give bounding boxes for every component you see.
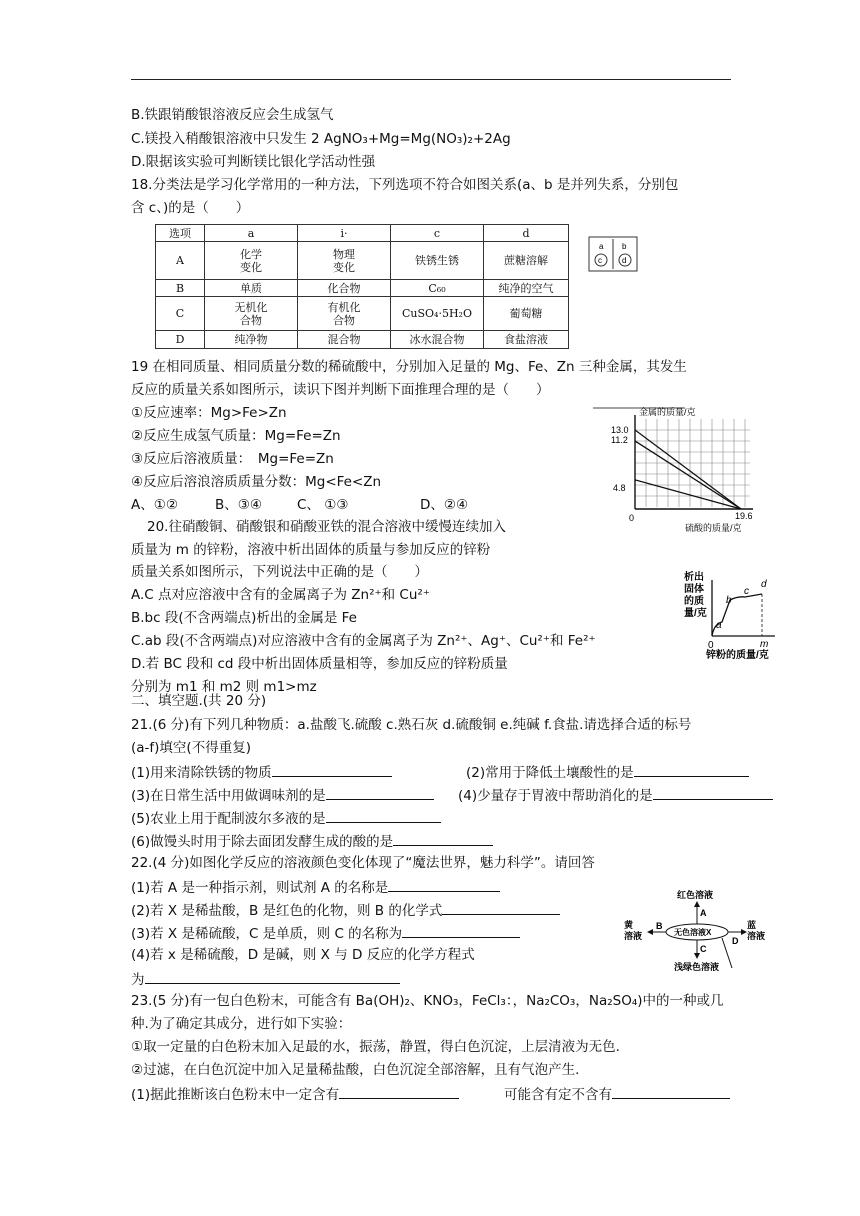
left-solution-label: 黄 [624,920,634,930]
y-axis-label: 固体 [684,584,704,595]
label-d: d [622,256,627,265]
q19-stem-line1: 19 在相同质量、相同质量分数的稀硫酸中，分别加入足量的 Mg、Fe、Zn 三种金属，其发生 [131,359,687,375]
x-axis-label: 硫酸的质量/克 [685,523,742,533]
table-cell: A [156,242,205,280]
answer-blank[interactable] [634,762,749,777]
series-line [635,480,741,509]
y-axis-label: 量/克 [684,608,707,619]
label-a: a [599,242,604,251]
table-cell: 化学 变化 [205,242,298,280]
q18-table [155,224,569,349]
y-tick-label: 11.2 [611,435,628,445]
q20-option-a: A.C 点对应溶液中含有的金属离子为 Zn²⁺和 Cu²⁺ [131,587,430,603]
top-solution-label: 红色溶液 [677,890,714,900]
q19-option-b: B、③④ [215,497,262,513]
table-cell: 纯净的空气 [484,280,569,297]
answer-blank[interactable] [326,808,441,823]
label-c: C [700,944,707,954]
q22-item-3: (3)若 X 是稀硫酸，C 是单质，则 C 的名称为 [131,923,520,943]
q22-color-diagram [612,886,782,978]
table-header-cell: a [205,225,298,242]
q22-item-4-answer: 为 [131,969,400,989]
label-b: B [656,921,663,931]
q21-item-6: (6)做馒头时用于除去面团发酵生成的酸的是 [131,831,493,851]
point-c-label: c [744,586,749,597]
table-cell: C₆₀ [391,280,484,297]
answer-blank[interactable] [612,1084,730,1099]
bottom-solution-label: 浅绿色溶液 [674,962,720,972]
point-b-label: b [726,595,732,606]
q19-chart [585,405,765,535]
q23-item-1b: 可能含有定不含有 [504,1084,730,1104]
table-cell: 混合物 [298,331,391,349]
q22-item-1: (1)若 A 是一种指示剂，则试剂 A 的名称是 [131,877,500,897]
q20-option-c: C.ab 段(不含两端点)对应溶液中含有的金属离子为 Zn²⁺、Ag⁺、Cu²⁺和 Fe²⁺ [131,633,596,649]
q20-stem-line2: 质量为 m 的锌粉，溶液中析出固体的质量与参加反应的锌粉 [131,542,491,558]
table-header-cell: i· [298,225,391,242]
q21-item-4: (4)少量存于胃液中帮助消化的是 [458,785,773,805]
point-d-label: d [761,579,767,590]
q19-statement-2: ②反应生成氢气质量：Mg=Fe=Zn [131,428,341,444]
q23-step-1: ①取一定量的白色粉末加入足最的水，振荡，静置，得白色沉淀，上层清液为无色. [131,1039,620,1055]
q21-item-1: (1)用来清除铁锈的物质 [131,762,392,782]
table-header-cell: c [391,225,484,242]
table-cell: 食盐溶液 [484,331,569,349]
answer-blank[interactable] [272,762,392,777]
table-header-cell: 选项 [156,225,205,242]
table-cell: 铁锈生锈 [391,242,484,280]
x-tick-label: 0 [629,513,635,523]
q19-option-d: D、②④ [420,497,469,513]
y-tick-label: 4.8 [613,483,626,493]
q17-option-b: B.铁跟销酸银溶液反应会生成氢气 [131,107,334,123]
section-title: 二、填空题.(共 20 分) [131,693,267,709]
answer-blank[interactable] [653,785,773,800]
answer-blank[interactable] [388,877,500,892]
header-rule [131,79,731,80]
answer-blank[interactable] [393,831,493,846]
q23-stem-line2: 种.为了确定其成分，进行如下实验： [131,1016,352,1032]
q20-stem-line1: 20.往硝酸铜、硝酸银和硝酸亚铁的混合溶液中缓慢连续加入 [147,519,506,535]
y-tick-label: 13.0 [611,425,629,435]
answer-blank[interactable] [402,923,520,938]
table-cell: 葡萄糖 [484,297,569,331]
label-a: A [700,908,707,918]
q21-item-2: (2)常用于降低土壤酸性的是 [466,762,749,782]
x-tick-label: m [760,639,769,650]
q19-statement-3: ③反应后溶液质量： Mg=Fe=Zn [131,451,334,467]
table-cell: B [156,280,205,297]
answer-blank[interactable] [145,969,400,984]
q23-item-1: (1)据此推断该白色粉末中一定含有 [131,1084,459,1104]
label-b: b [622,242,627,251]
q18-stem-line1: 18.分类法是学习化学常用的一种方法，下列选项不符合如图关系(a、b 是并列失系，分别包 [131,177,679,193]
q21-item-5: (5)农业上用于配制波尔多液的是 [131,808,441,828]
q20-chart [650,570,820,660]
q22-intro: 22.(4 分)如图化学反应的溶液颜色变化体现了“魔法世界，魅力科学”。请回答 [131,855,595,871]
q19-statement-4: ④反应后溶浪溶质质量分数：Mg<Fe<Zn [131,474,382,490]
y-axis-label: 析出 [684,572,704,583]
answer-blank[interactable] [326,785,434,800]
point-a-label: a [716,620,722,631]
q18-stem-line2: 含 c、)的是（ ） [131,200,250,216]
table-cell: 有机化 合物 [298,297,391,331]
answer-blank[interactable] [339,1084,459,1099]
q19-option-a: A、①② [131,497,178,513]
label-d: D [732,936,739,946]
q23-stem-line1: 23.(5 分)有一包白色粉末，可能含有 Ba(OH)₂、KNO₃，FeCl₃：，Na₂CO₃，Na₂SO₄)中的一种或几 [131,993,724,1009]
q19-option-c: C、 ①③ [297,497,349,513]
table-cell: 冰水混合物 [391,331,484,349]
q20-option-b: B.bc 段(不含两端点)析出的金属是 Fe [131,610,357,626]
q17-option-d: D.限据该实验可判断镁比银化学活动性强 [131,154,376,170]
q22-item-4: (4)若 x 是稀硫酸，D 是碱，则 X 与 D 反应的化学方程式 [131,947,475,963]
table-header-cell: d [484,225,569,242]
q21-intro-line1: 21.(6 分)有下列几种物质：a.盐酸飞.硫酸 c.熟石灰 d.硫酸铜 e.纯碱 f.食盐.请选择合适的标号 [131,717,692,733]
q19-stem-line2: 反应的质量关系如图所示，读识下图并判断下面推理合理的是（ ） [131,382,550,398]
table-cell: 纯净物 [205,331,298,349]
q22-item-2: (2)若 X 是稀盐酸，B 是红色的化物，则 B 的化学式 [131,900,560,920]
q20-option-d-line1: D.若 BC 段和 cd 段中析出固体质量相等，参加反应的锌粉质量 [131,656,508,672]
svg-text:溶液: 溶液 [624,931,643,941]
table-cell: 单质 [205,280,298,297]
q20-option-d-line2: 分别为 m1 和 m2 则 m1>mz [131,679,317,695]
table-cell: 化合物 [298,280,391,297]
q21-item-3: (3)在日常生活中用做调味剂的是 [131,785,434,805]
x-tick-label: 0 [708,640,714,651]
x-tick-label: 19.6 [735,511,753,521]
y-axis-label: 的质 [684,596,704,607]
series-line [635,441,741,509]
series-line [635,430,741,509]
q23-step-2: ②过滤，在白色沉淀中加入足量稀盐酸，白色沉淀全部溶解，且有气泡产生. [131,1062,580,1078]
table-cell: D [156,331,205,349]
x-axis-label: 锌粉的质量/克 [706,650,769,660]
y-axis-label: 金属的质量/克 [639,407,696,417]
table-cell: CuSO₄·5H₂O [391,297,484,331]
table-cell: 物理 变化 [298,242,391,280]
q21-intro-line2: (a-f)填空(不得重复) [131,740,251,756]
q18-relation-diagram [588,236,640,274]
center-solution-label: 无色溶液X [674,928,712,937]
q20-stem-line3: 质量关系如图所示，下列说法中正确的是（ ） [131,564,428,580]
q19-statement-1: ①反应速率：Mg>Fe>Zn [131,405,287,421]
table-cell: 无机化 合物 [205,297,298,331]
label-c: c [598,256,602,265]
q17-option-c: C.镁投入稍酸银溶液中只发生 2 AgNO₃+Mg=Mg(NO₃)₂+2Ag [131,131,511,147]
table-cell: 蔗糖溶解 [484,242,569,280]
table-cell: C [156,297,205,331]
svg-text:溶液: 溶液 [747,931,766,941]
right-solution-label: 蓝 [747,920,757,930]
answer-blank[interactable] [442,900,560,915]
